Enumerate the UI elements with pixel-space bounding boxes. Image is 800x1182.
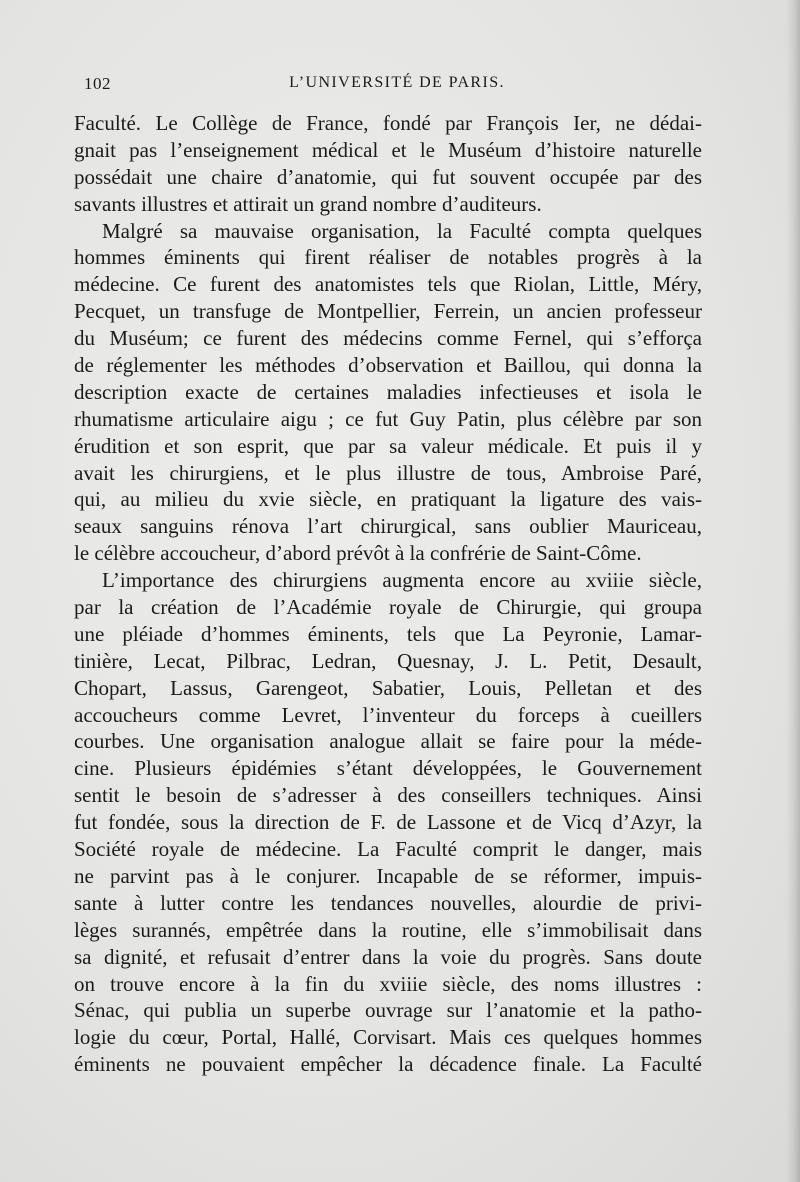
body-text xyxy=(74,110,702,1078)
text-line: tinière, Lecat, Pilbrac, Ledran, Quesnay, J. L. Petit, Desault, xyxy=(74,648,702,673)
text-line: qui, au milieu du xvie siècle, en pratiquant la ligature des vais- xyxy=(74,487,702,512)
text-line: de réglementer les méthodes d’observation et Baillou, qui donna la xyxy=(74,353,702,378)
text-line: gnait pas l’enseignement médical et le Muséum d’histoire naturelle xyxy=(74,137,702,162)
text-line: courbes. Une organisation analogue allait se faire pour la méde- xyxy=(74,729,702,754)
text-line: cine. Plusieurs épidémies s’étant développées, le Gouvernement xyxy=(74,756,702,781)
text-line: avait les chirurgiens, et le plus illustre de tous, Ambroise Paré, xyxy=(74,460,702,485)
text-line: logie du cœur, Portal, Hallé, Corvisart. Mais ces quelques hommes xyxy=(74,1025,702,1050)
text-line: fut fondée, sous la direction de F. de Lassone et de Vicq d’Azyr, la xyxy=(74,810,702,835)
text-line: description exacte de certaines maladies infectieuses et isola le xyxy=(74,379,702,404)
text-line: savants illustres et attirait un grand nombre d’auditeurs. xyxy=(74,191,542,216)
text-line: Faculté. Le Collège de France, fondé par François Ier, ne dédai- xyxy=(74,111,702,135)
text-line: une pléiade d’hommes éminents, tels que La Peyronie, Lamar- xyxy=(74,621,702,646)
text-line: Pecquet, un transfuge de Montpellier, Ferrein, un ancien professeur xyxy=(74,299,702,324)
running-title: L’UNIVERSITÉ DE PARIS. xyxy=(289,74,505,91)
spine-shadow xyxy=(786,0,800,1182)
text-line: Société royale de médecine. La Faculté comprit le danger, mais xyxy=(74,837,702,862)
text-line: Chopart, Lassus, Garengeot, Sabatier, Louis, Pelletan et des xyxy=(74,675,702,700)
text-line: sentit le besoin de s’adresser à des conseillers techniques. Ainsi xyxy=(74,783,702,808)
text-line: possédait une chaire d’anatomie, qui fut souvent occupée par des xyxy=(74,164,702,189)
text-line: L’importance des chirurgiens augmenta encore au xviiie siècle, xyxy=(102,568,702,593)
text-line: Malgré sa mauvaise organisation, la Faculté compta quelques xyxy=(102,218,702,243)
text-line: seaux sanguins rénova l’art chirurgical, sans oublier Mauriceau, xyxy=(74,514,702,539)
text-line: rhumatisme articulaire aigu ; ce fut Guy Patin, plus célèbre par son xyxy=(74,406,702,431)
text-line: par la création de l’Académie royale de Chirurgie, qui groupa xyxy=(74,595,702,620)
text-line: du Muséum; ce furent des médecins comme Fernel, qui s’efforça xyxy=(74,326,702,351)
text-line: on trouve encore à la fin du xviiie siècle, des noms illustres : xyxy=(74,971,702,996)
text-line: érudition et son esprit, que par sa valeur médicale. Et puis il y xyxy=(74,433,702,458)
page-number: 102 xyxy=(84,74,111,93)
text-line: le célèbre accoucheur, d’abord prévôt à la confrérie de Saint-Côme. xyxy=(74,541,642,566)
text-line: ne parvint pas à le conjurer. Incapable de se réformer, impuis- xyxy=(74,863,702,888)
text-line: accoucheurs comme Levret, l’inventeur du forceps à cueillers xyxy=(74,702,702,727)
text-line: Sénac, qui publia un superbe ouvrage sur l’anatomie et la patho- xyxy=(74,998,702,1023)
text-line: sa dignité, et refusait d’entrer dans la voie du progrès. Sans doute xyxy=(74,944,702,969)
running-head xyxy=(84,74,710,98)
text-line: sante à lutter contre les tendances nouvelles, alourdie de privi- xyxy=(74,890,702,915)
text-line: lèges surannés, empêtrée dans la routine, elle s’immobilisait dans xyxy=(74,917,702,942)
text-line: médecine. Ce furent des anatomistes tels que Riolan, Little, Méry, xyxy=(74,272,702,297)
text-line: éminents ne pouvaient empêcher la décadence finale. La Faculté xyxy=(74,1052,702,1077)
text-line: hommes éminents qui firent réaliser de notables progrès à la xyxy=(74,245,702,270)
